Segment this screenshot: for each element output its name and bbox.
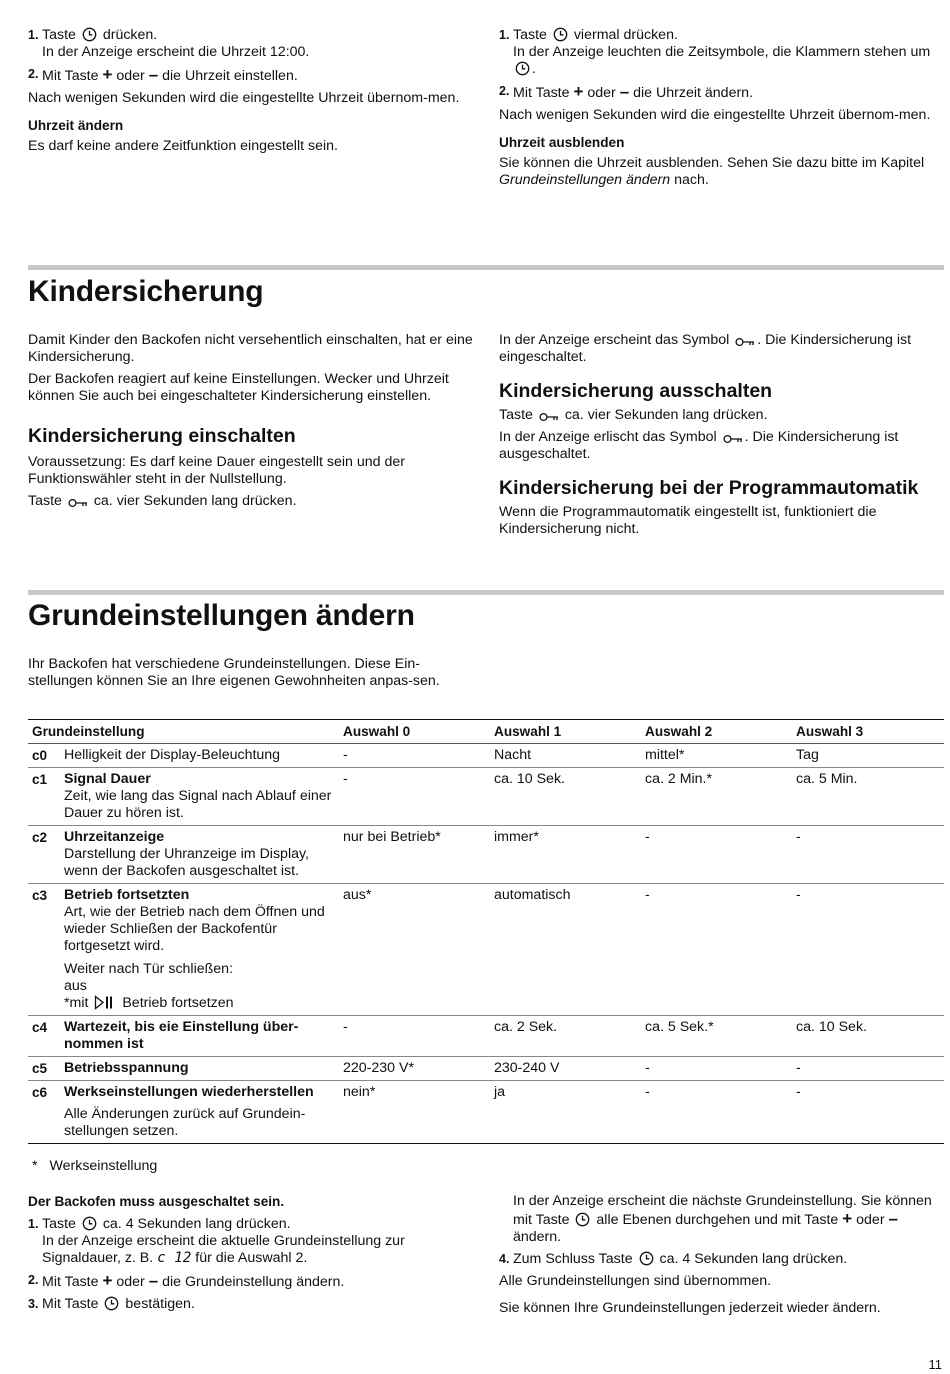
clock-icon: [82, 1216, 97, 1231]
plus-icon: +: [573, 82, 584, 101]
step-1: 1. Taste ca. 4 Sekunden lang drücken. In der Anzeige erscheint die aktuelle Grundeinstellung zur Signaldauer, z. B. c 12 für die Auswahl 2.: [28, 1216, 405, 1266]
column-header: Auswahl 0: [343, 724, 411, 739]
step-2: 2. Mit Taste + oder – die Grundeinstellung ändern.: [28, 1271, 345, 1290]
step-4: 4. Zum Schluss Taste ca. 4 Sekunden lang drücken.: [499, 1251, 848, 1267]
key-icon: [723, 434, 743, 444]
step-3: 3. Mit Taste bestätigen.: [28, 1296, 195, 1312]
intro-text: Ihr Backofen hat verschiedene Grundeinstellungen. Diese Ein-stellungen können Sie an Ihre eigenen Gewohnheiten anpas-sen.: [28, 656, 440, 689]
clock-icon: [104, 1296, 119, 1311]
plus-icon: +: [842, 1209, 853, 1228]
clock-icon: [515, 61, 530, 76]
table-row: c4 Wartezeit, bis eie Einstellung über-nommen ist - ca. 2 Sek. ca. 5 Sek.* ca. 10 Sek.: [28, 1016, 944, 1057]
step-2: 2. Mit Taste + oder – die Uhrzeit einstellen.: [28, 65, 298, 84]
table-row: c0 Helligkeit der Display-Beleuchtung - Nacht mittel* Tag: [28, 744, 944, 768]
step-3-continued: In der Anzeige erscheint die nächste Grundeinstellung. Sie können mit Taste alle Ebenen durchgehen und mit Taste + oder –ändern.: [513, 1193, 932, 1245]
clock-icon: [82, 27, 97, 42]
minus-icon: –: [888, 1209, 898, 1228]
kinder-right-column: In der Anzeige erscheint das Symbol . Die Kindersicherung ist eingeschaltet. Kindersicherung ausschalten Taste ca. vier Sekunden lang drücken. In der Anzeige erlischt das Symbol . Die Kindersicherung ist ausgeschaltet. Kindersicherung bei der Programmautomatik Wenn die Programmautomatik eingestellt ist, funktioniert die Kindersicherung nicht.: [499, 332, 944, 543]
clock-icon: [553, 27, 568, 42]
top-right-column: [499, 27, 944, 194]
heading-einschalten: Kindersicherung einschalten: [28, 425, 296, 447]
grund-right-column: In der Anzeige erscheint die nächste Grundeinstellung. Sie können mit Taste alle Ebenen durchgehen und mit Taste + oder –ändern. 4. Zum Schluss Taste ca. 4 Sekunden lang drücken. Alle Grundeinstellungen sind übernommen. Sie können Ihre Grundeinstellungen jederzeit wieder ändern.: [499, 1193, 944, 1322]
clock-icon: [575, 1212, 590, 1227]
settings-table: [28, 719, 944, 1144]
sub-text: Es darf keine andere Zeitfunktion eingestellt sein.: [28, 138, 338, 154]
page-number: 11: [928, 1357, 942, 1372]
table-row: c5 Betriebsspannung 220-230 V* 230-240 V - -: [28, 1057, 944, 1081]
segment-display: c 12: [157, 1250, 192, 1266]
heading-programmautomatik: Kindersicherung bei der Programmautomatik: [499, 477, 919, 499]
step-1: 1. Taste drücken. In der Anzeige erscheint die Uhrzeit 12:00.: [28, 27, 310, 60]
table-row: c2 Uhrzeitanzeige Darstellung der Uhranzeige im Display, wenn der Backofen ausgeschaltet ist. nur bei Betrieb* immer* - -: [28, 826, 944, 884]
sub-text: Sie können die Uhrzeit ausblenden. Sehen Sie dazu bitte im Kapitel Grundeinstellungen ändern nach.: [499, 155, 925, 188]
minus-icon: –: [148, 1271, 159, 1290]
note: Nach wenigen Sekunden wird die eingestellte Uhrzeit übernom-men.: [28, 90, 460, 106]
plus-icon: +: [102, 1271, 113, 1290]
key-icon: [539, 412, 559, 422]
minus-icon: –: [619, 82, 630, 101]
column-header: Grundeinstellung: [32, 724, 145, 739]
table-header-row: [28, 720, 944, 744]
heading-ausschalten: Kindersicherung ausschalten: [499, 380, 773, 402]
key-icon: [68, 498, 88, 508]
play-pause-icon: [94, 995, 116, 1010]
clock-icon: [639, 1251, 654, 1266]
top-left-column: [28, 27, 473, 160]
table-row: c3 Betrieb fortsetzten Art, wie der Betrieb nach dem Öffnen und wieder Schließen der Backofentür fortgesetzt wird. Weiter nach Tür schließen: aus *mit Betrieb fortsetzen aus* automatisch - -: [28, 884, 944, 1016]
step-2: 2. Mit Taste + oder – die Uhrzeit ändern.: [499, 82, 754, 101]
subheading: Uhrzeit ausblenden: [499, 135, 625, 150]
condition: Der Backofen muss ausgeschaltet sein.: [28, 1194, 285, 1209]
plus-icon: +: [102, 65, 113, 84]
minus-icon: –: [148, 65, 159, 84]
column-header: Auswahl 1: [494, 724, 562, 739]
section-title: Kindersicherung: [28, 275, 264, 308]
table-row: c1 Signal Dauer Zeit, wie lang das Signal nach Ablauf einer Dauer zu hören ist. - ca. 10 Sek. ca. 2 Min.* ca. 5 Min.: [28, 768, 944, 826]
section-title: Grundeinstellungen ändern: [28, 599, 415, 632]
kinder-left-column: Damit Kinder den Backofen nicht versehentlich einschalten, hat er eine Kindersicherung. Der Backofen reagiert auf keine Einstellungen. Wecker und Uhrzeit können Sie auch bei eingeschalteter Kindersicherung einstellen. Kindersicherung einschalten Voraussetzung: Es darf keine Dauer eingestellt sein und der Funktionswähler steht in der Nullstellung. Taste ca. vier Sekunden lang drücken.: [28, 332, 473, 509]
grund-left-column: [28, 1193, 473, 1318]
key-icon: [735, 337, 755, 347]
note: Nach wenigen Sekunden wird die eingestellte Uhrzeit übernom-men.: [499, 107, 931, 123]
table-row: c6 Werkseinstellungen wiederherstellen Alle Änderungen zurück auf Grundein-stellungen setzen. nein* ja - -: [28, 1081, 944, 1144]
table-footnote: * Werkseinstellung: [32, 1158, 158, 1174]
section-divider: [28, 265, 944, 270]
step-1: 1. Taste viermal drücken. In der Anzeige leuchten die Zeitsymbole, die Klammern stehen um .: [499, 27, 931, 77]
column-header: Auswahl 2: [645, 724, 713, 739]
column-header: Auswahl 3: [796, 724, 864, 739]
subheading: Uhrzeit ändern: [28, 118, 124, 133]
section-divider: [28, 590, 944, 595]
